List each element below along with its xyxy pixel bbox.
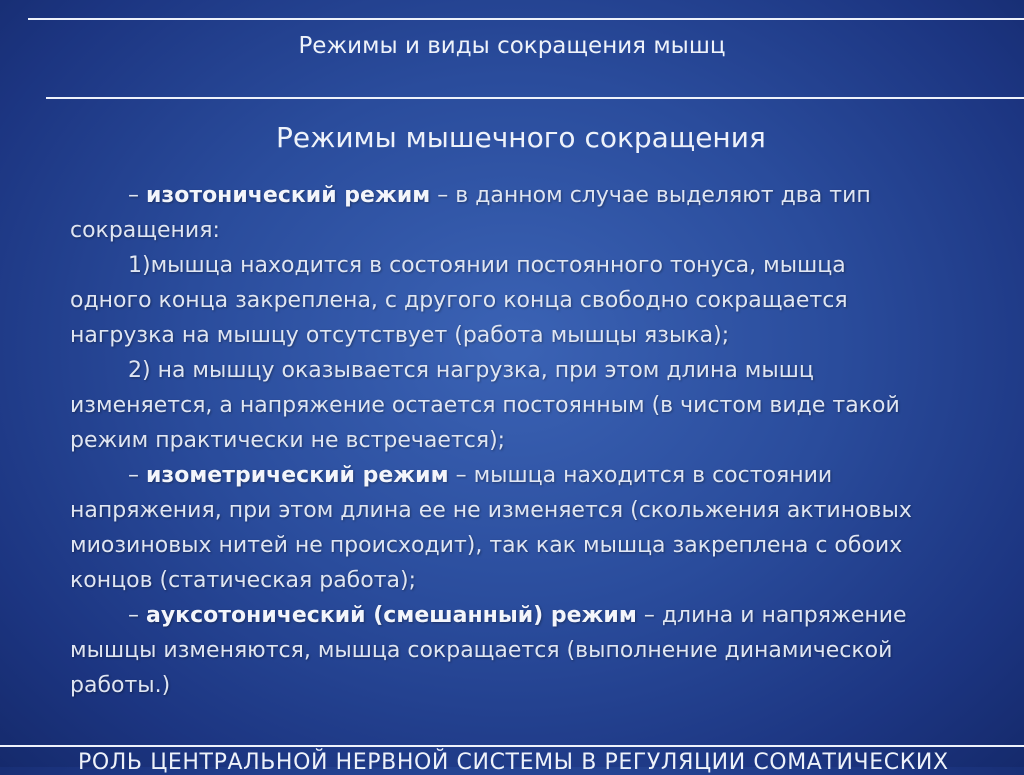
- body-text: [70, 178, 1024, 703]
- dash: –: [128, 603, 146, 628]
- top-divider: [28, 18, 1024, 20]
- item-1-line-1: 1)мышца находится в состоянии постоянного тонуса, мышца: [128, 253, 846, 278]
- paragraph-isometric-line-3: миозиновых нитей не происходит), так как мышца закреплена с обоих: [70, 533, 903, 558]
- paragraph-auxotonic-line-3: работы.): [70, 673, 171, 698]
- term-isometric: изометрический режим: [146, 463, 449, 488]
- item-2-line-2: изменяется, а напряжение остается постоянным (в чистом виде такой: [70, 393, 900, 418]
- item-1-line-2: одного конца закреплена, с другого конца свободно сокращается: [70, 288, 848, 313]
- bottom-divider: [0, 745, 1024, 747]
- term-auxotonic: ауксотонический (смешанный) режим: [146, 603, 637, 628]
- item-1-line-3: нагрузка на мышцу отсутствует (работа мышцы языка);: [70, 323, 730, 348]
- slide-title: Режимы и виды сокращения мышц: [298, 33, 726, 59]
- paragraph-isometric-line-2: напряжения, при этом длина ее не изменяется (скольжения актиновых: [70, 498, 912, 523]
- dash: –: [128, 463, 146, 488]
- paragraph-isometric-line-1: [70, 458, 1024, 493]
- paragraph-isotonic-line-2: сокращения:: [70, 218, 220, 243]
- paragraph-auxotonic-line-2: мышцы изменяются, мышца сокращается (выполнение динамической: [70, 638, 893, 663]
- dash: –: [128, 183, 146, 208]
- text-fragment: – в данном случае выделяют два тип: [430, 183, 871, 208]
- item-2-line-3: режим практически не встречается);: [70, 428, 506, 453]
- paragraph-auxotonic-line-1: [70, 598, 1024, 633]
- item-2-line-1: 2) на мышцу оказывается нагрузка, при этом длина мышц: [128, 358, 814, 383]
- next-slide-heading: РОЛЬ ЦЕНТРАЛЬНОЙ НЕРВНОЙ СИСТЕМЫ В РЕГУЛЯЦИИ СОМАТИЧЕСКИХ: [78, 750, 949, 775]
- title-divider: [46, 97, 1024, 99]
- paragraph-isometric-line-4: концов (статическая работа);: [70, 568, 417, 593]
- section-subtitle: Режимы мышечного сокращения: [276, 121, 766, 154]
- term-isotonic: изотонический режим: [146, 183, 431, 208]
- text-fragment: – мышца находится в состоянии: [448, 463, 833, 488]
- text-fragment: – длина и напряжение: [636, 603, 907, 628]
- paragraph-isotonic-line-1: [70, 178, 1024, 213]
